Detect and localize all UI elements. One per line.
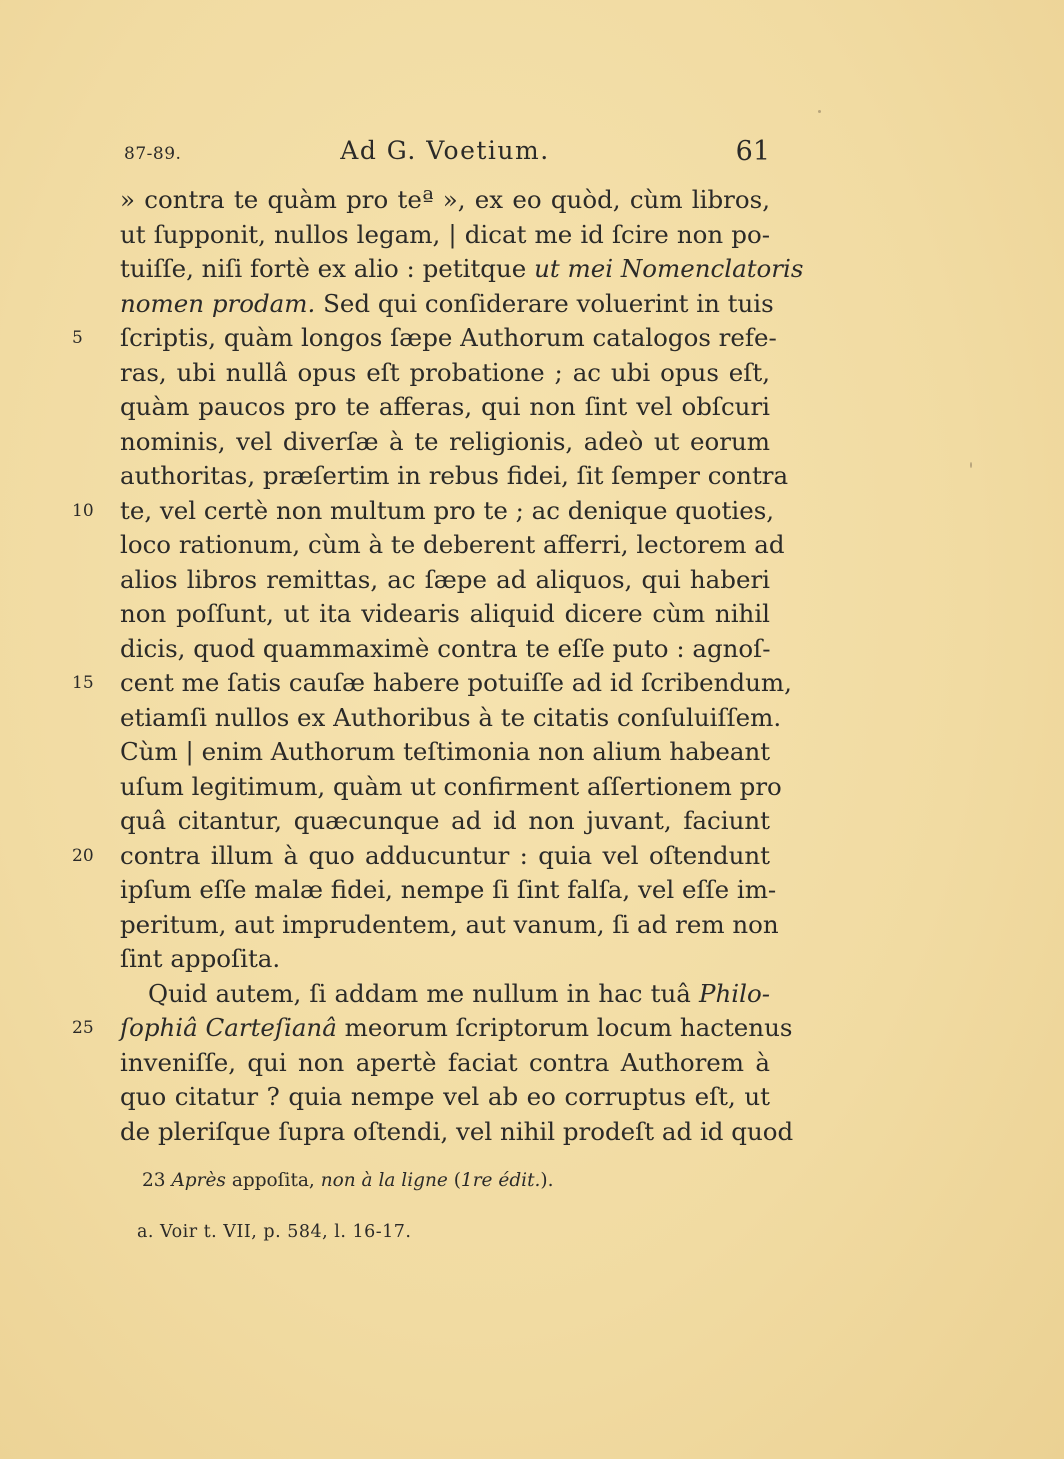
running-title: Ad G. Voetium.	[340, 136, 550, 165]
text-line	[120, 528, 785, 563]
variant-paren-open: (	[453, 1170, 461, 1191]
text-line	[120, 356, 770, 391]
italic-text: nomen prodam.	[120, 288, 316, 318]
line-text: Sed qui conſiderare voluerint in tuis	[315, 288, 774, 318]
text-line	[120, 770, 782, 805]
line-text: authoritas, præſertim in rebus fidei, ſit ſemper contra	[120, 461, 789, 490]
text-line	[120, 218, 770, 253]
variant-paren-close: ).	[540, 1170, 554, 1191]
paper-speck	[818, 110, 821, 113]
text-line	[120, 873, 777, 908]
text-line	[120, 942, 770, 977]
text-line	[120, 390, 770, 425]
text-line	[120, 1080, 770, 1115]
italic-text: ut mei Nomenclatoris	[534, 254, 804, 283]
line-text: cent me ſatis cauſæ habere potuiſſe ad id ſcribendum,	[120, 668, 792, 697]
line-text: etiamſi nullos ex Authoribus à te citatis conſuluiſſem.	[120, 702, 782, 732]
text-line	[72, 839, 770, 874]
text-line	[120, 563, 770, 598]
line-number: 10	[72, 500, 94, 521]
text-line	[120, 908, 779, 943]
line-text: meorum ſcriptorum locum hactenus	[336, 1013, 793, 1042]
text-line	[120, 735, 770, 770]
line-number: 15	[72, 673, 94, 693]
line-text: Quid autem, ſi addam me nullum in hac tuâ	[148, 978, 700, 1008]
line-text: contra illum à quo adducuntur : quia vel oſtendunt	[120, 840, 770, 870]
text-line	[120, 459, 789, 494]
line-text: quàm paucos pro te afferas, qui non ſint vel obſcuri	[120, 392, 770, 421]
main-text	[72, 183, 804, 1149]
italic-text: ſophiâ Carteſianâ	[120, 1013, 337, 1042]
text-line	[120, 252, 804, 287]
text-line	[72, 494, 775, 529]
variant-edition: 1re édit.	[460, 1170, 541, 1191]
line-text: ipſum eſſe malæ fidei, nempe ſi ſint falſa, vel eſſe im-	[120, 875, 777, 904]
text-line	[120, 287, 774, 322]
line-text: ſcriptis, quàm longos ſæpe Authorum catalogos refe-	[120, 323, 777, 352]
line-text: ut ſupponit, nullos legam, | dicat me id ſcire non po-	[120, 219, 770, 249]
line-text: uſum legitimum, quàm ut confirment aſſertionem pro	[120, 771, 782, 801]
variant-remark: non à la ligne	[320, 1170, 448, 1191]
text-line	[120, 183, 770, 218]
line-text: inveniſſe, qui non apertè faciat contra Authorem à	[120, 1047, 770, 1077]
text-line	[120, 597, 770, 632]
line-text: non poſſunt, ut ita videaris aliquid dicere cùm nihil	[120, 599, 770, 628]
variant-line-number: 23	[142, 1170, 166, 1191]
text-line	[72, 321, 777, 356]
line-text: de pleriſque ſupra oſtendi, vel nihil prodeſt ad id quod	[120, 1116, 794, 1146]
text-line	[120, 1046, 770, 1081]
line-text: dicis, quod quammaximè contra te eſſe puto : agnoſ-	[120, 633, 771, 663]
line-number: 5	[72, 328, 83, 348]
line-text: ſint appoſita.	[120, 944, 281, 973]
text-line	[120, 1115, 794, 1150]
footnote-a: a. Voir t. VII, p. 584, l. 16-17.	[137, 1222, 412, 1242]
line-text: Cùm | enim Authorum teſtimonia non alium habeant	[120, 737, 771, 766]
line-text: » contra te quàm pro teª », ex eo quòd, cùm libros,	[120, 185, 770, 214]
italic-text: Philo-	[699, 978, 770, 1008]
text-line	[120, 977, 770, 1012]
variant-footnote	[142, 1170, 762, 1191]
text-line	[72, 1011, 793, 1046]
text-line	[120, 701, 782, 736]
variant-apres: Après	[171, 1170, 226, 1191]
line-text: ras, ubi nullâ opus eſt probatione ; ac ubi opus eſt,	[120, 357, 770, 387]
variant-word: appoſita,	[231, 1170, 315, 1191]
text-line	[120, 804, 770, 839]
running-header	[120, 136, 770, 172]
line-number: 25	[72, 1018, 94, 1038]
line-text: quo citatur ? quia nempe vel ab eo corruptus eſt, ut	[120, 1082, 770, 1111]
text-line	[72, 666, 792, 701]
page-range: 87-89.	[124, 144, 182, 164]
line-text: tuiſſe, niſi fortè ex alio : petitque	[120, 254, 535, 283]
line-text: loco rationum, cùm à te deberent afferri, lectorem ad	[120, 530, 785, 559]
text-line	[120, 632, 770, 667]
paper-speck	[970, 462, 972, 468]
line-text: nominis, vel diverſæ à te religionis, adeò ut eorum	[120, 426, 770, 456]
line-text: alios libros remittas, ac ſæpe ad aliquos, qui haberi	[120, 564, 770, 594]
line-text: quâ citantur, quæcunque ad id non juvant, faciunt	[120, 806, 770, 835]
line-text: te, vel certè non multum pro te ; ac denique quoties,	[120, 495, 775, 525]
line-number: 20	[72, 845, 94, 866]
line-text: peritum, aut imprudentem, aut vanum, ſi ad rem non	[120, 909, 779, 939]
text-line	[120, 425, 770, 460]
page-number: 61	[735, 136, 770, 167]
